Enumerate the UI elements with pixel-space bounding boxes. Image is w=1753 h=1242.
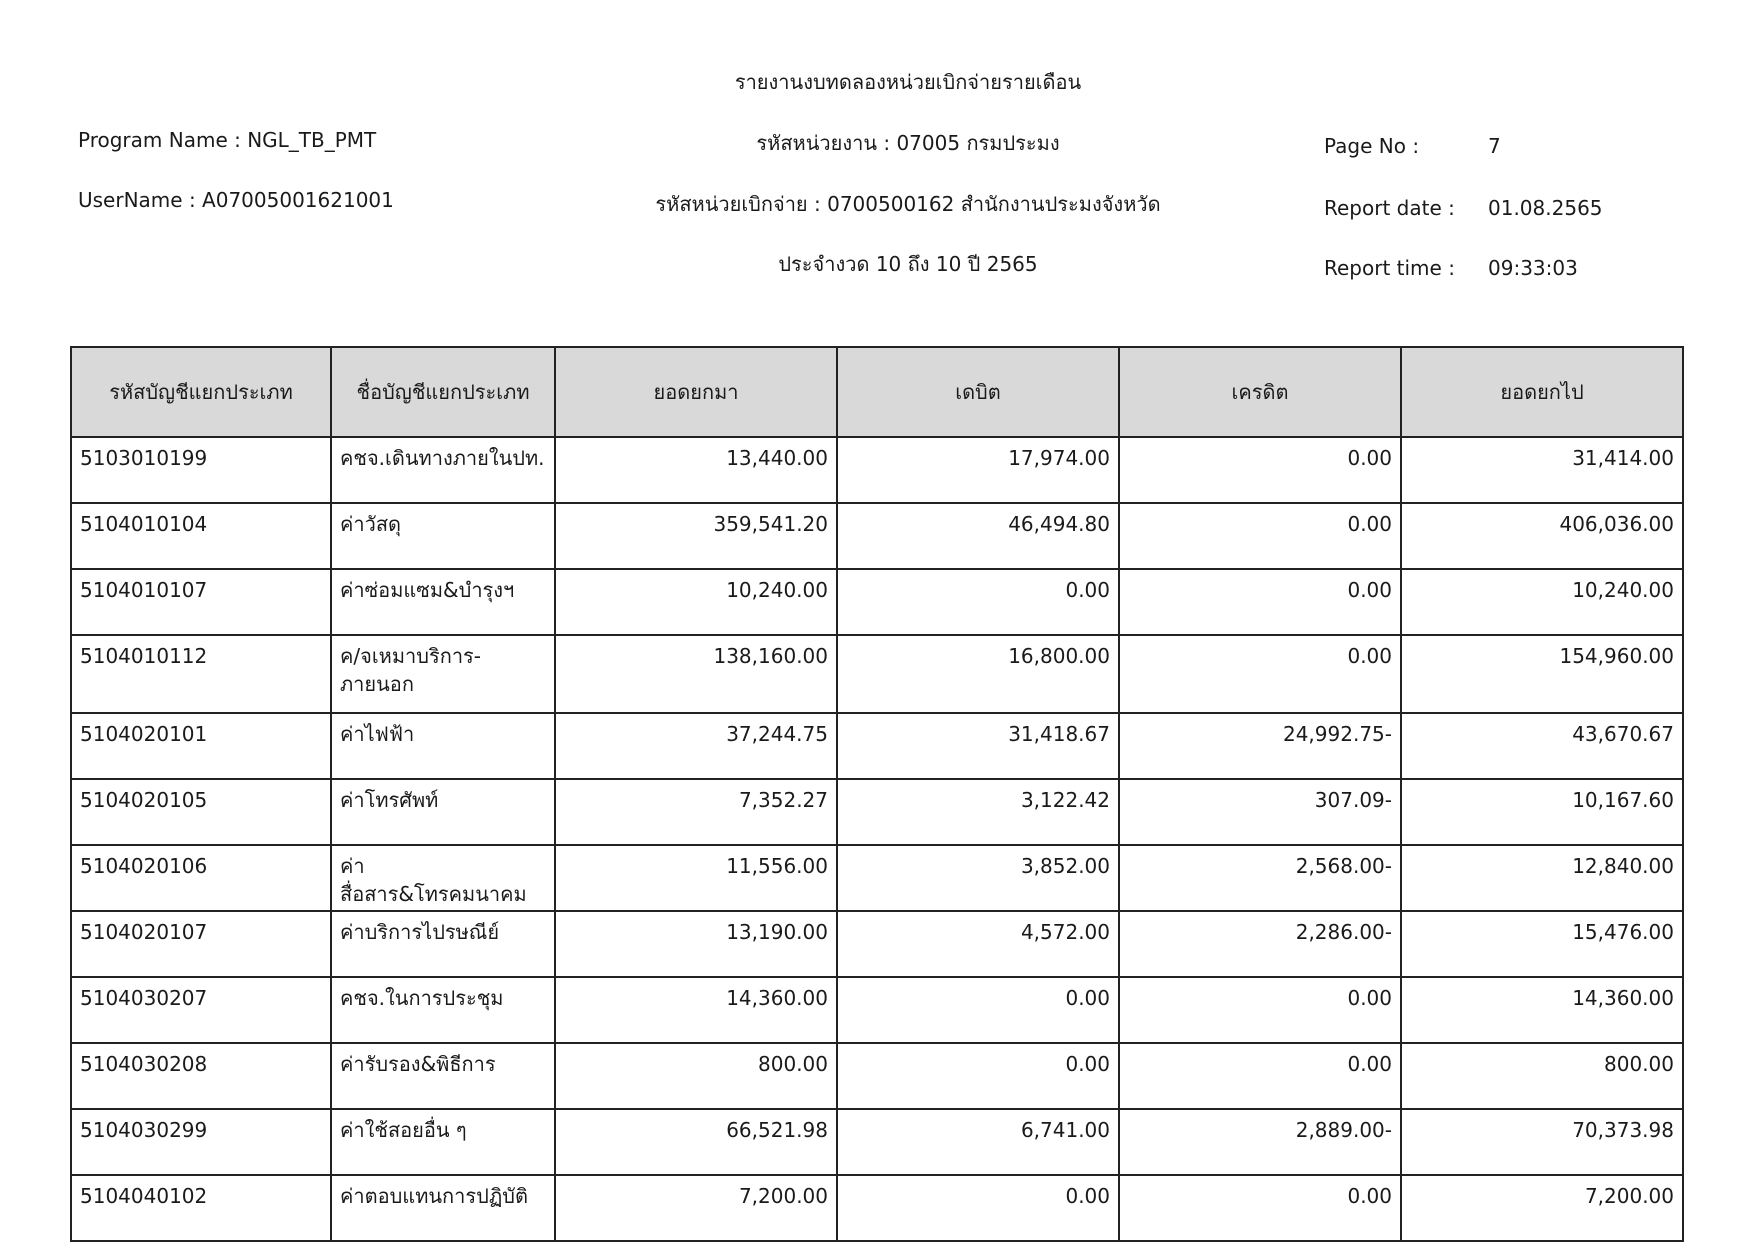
page-no-value: 7 (1488, 134, 1501, 158)
program-name: Program Name : NGL_TB_PMT (78, 128, 377, 152)
account-code-cell: 5104010104 (71, 503, 331, 569)
agency-code: รหัสหน่วยงาน : 07005 กรมประมง (756, 131, 1060, 155)
carried-forward-cell: 43,670.67 (1401, 713, 1683, 779)
account-code-cell: 5104030299 (71, 1109, 331, 1175)
column-header-carried-forward: ยอดยกไป (1401, 347, 1683, 437)
user-name: UserName : A07005001621001 (78, 188, 394, 212)
table-row (71, 779, 1683, 845)
debit-cell: 3,122.42 (837, 779, 1119, 845)
account-name-cell: ค่าบริการไปรษณีย์ (331, 911, 555, 977)
credit-cell: 2,889.00- (1119, 1109, 1401, 1175)
credit-cell: 0.00 (1119, 1043, 1401, 1109)
account-name-cell: ค่าวัสดุ (331, 503, 555, 569)
table-row (71, 977, 1683, 1043)
brought-forward-cell: 10,240.00 (555, 569, 837, 635)
carried-forward-cell: 14,360.00 (1401, 977, 1683, 1043)
account-code-cell: 5104010107 (71, 569, 331, 635)
table-row (71, 437, 1683, 503)
account-code-cell: 5104040102 (71, 1175, 331, 1241)
carried-forward-cell: 12,840.00 (1401, 845, 1683, 911)
brought-forward-cell: 37,244.75 (555, 713, 837, 779)
column-header-debit: เดบิต (837, 347, 1119, 437)
credit-cell: 0.00 (1119, 437, 1401, 503)
carried-forward-cell: 800.00 (1401, 1043, 1683, 1109)
table-row (71, 1043, 1683, 1109)
table-body (71, 437, 1683, 1241)
table-row (71, 569, 1683, 635)
brought-forward-cell: 13,440.00 (555, 437, 837, 503)
account-name-cell: ค่ารับรอง&พิธีการ (331, 1043, 555, 1109)
account-name-cell: ค่าสื่อสาร&โทรคมนาคม (331, 845, 555, 911)
carried-forward-cell: 154,960.00 (1401, 635, 1683, 713)
credit-cell: 0.00 (1119, 635, 1401, 713)
column-header-account-name: ชื่อบัญชีแยกประเภท (331, 347, 555, 437)
debit-cell: 0.00 (837, 569, 1119, 635)
carried-forward-cell: 10,167.60 (1401, 779, 1683, 845)
credit-cell: 2,286.00- (1119, 911, 1401, 977)
account-code-cell: 5104010112 (71, 635, 331, 713)
table-row (71, 503, 1683, 569)
carried-forward-cell: 70,373.98 (1401, 1109, 1683, 1175)
account-name-cell: ค่าซ่อมแซม&บำรุงฯ (331, 569, 555, 635)
brought-forward-cell: 800.00 (555, 1043, 837, 1109)
account-name-cell: ค่าโทรศัพท์ (331, 779, 555, 845)
debit-cell: 0.00 (837, 977, 1119, 1043)
debit-cell: 4,572.00 (837, 911, 1119, 977)
carried-forward-cell: 10,240.00 (1401, 569, 1683, 635)
credit-cell: 2,568.00- (1119, 845, 1401, 911)
brought-forward-cell: 359,541.20 (555, 503, 837, 569)
brought-forward-cell: 66,521.98 (555, 1109, 837, 1175)
account-code-cell: 5104030207 (71, 977, 331, 1043)
credit-cell: 0.00 (1119, 569, 1401, 635)
debit-cell: 31,418.67 (837, 713, 1119, 779)
debit-cell: 3,852.00 (837, 845, 1119, 911)
account-name-cell: ค่าตอบแทนการปฏิบัติ (331, 1175, 555, 1241)
carried-forward-cell: 7,200.00 (1401, 1175, 1683, 1241)
table-row (71, 845, 1683, 911)
brought-forward-cell: 7,200.00 (555, 1175, 837, 1241)
table-row (71, 911, 1683, 977)
account-name-cell: คชจ.ในการประชุม (331, 977, 555, 1043)
report-time-value: 09:33:03 (1488, 256, 1578, 280)
debit-cell: 16,800.00 (837, 635, 1119, 713)
table-row (71, 1109, 1683, 1175)
debit-cell: 0.00 (837, 1043, 1119, 1109)
column-header-brought-forward: ยอดยกมา (555, 347, 837, 437)
table-row (71, 1175, 1683, 1241)
account-name-cell: ค/จเหมาบริการ-ภายนอก (331, 635, 555, 713)
credit-cell: 0.00 (1119, 1175, 1401, 1241)
account-code-cell: 5104020101 (71, 713, 331, 779)
account-name-cell: ค่าไฟฟ้า (331, 713, 555, 779)
account-code-cell: 5104020106 (71, 845, 331, 911)
table-row (71, 713, 1683, 779)
credit-cell: 0.00 (1119, 977, 1401, 1043)
credit-cell: 0.00 (1119, 503, 1401, 569)
column-header-account-code: รหัสบัญชีแยกประเภท (71, 347, 331, 437)
brought-forward-cell: 138,160.00 (555, 635, 837, 713)
brought-forward-cell: 14,360.00 (555, 977, 837, 1043)
debit-cell: 6,741.00 (837, 1109, 1119, 1175)
table-row (71, 635, 1683, 713)
account-name-cell: คชจ.เดินทางภายในปท. (331, 437, 555, 503)
debit-cell: 46,494.80 (837, 503, 1119, 569)
column-header-credit: เครดิต (1119, 347, 1401, 437)
report-date-label: Report date : (1324, 196, 1455, 220)
report-title: รายงานงบทดลองหน่วยเบิกจ่ายรายเดือน (734, 70, 1082, 94)
trial-balance-table (70, 346, 1684, 1242)
brought-forward-cell: 13,190.00 (555, 911, 837, 977)
debit-cell: 17,974.00 (837, 437, 1119, 503)
report-time-label: Report time : (1324, 256, 1455, 280)
carried-forward-cell: 406,036.00 (1401, 503, 1683, 569)
table-header-row (71, 347, 1683, 437)
disbursement-unit-code: รหัสหน่วยเบิกจ่าย : 0700500162 สำนักงานประมงจังหวัด (655, 192, 1161, 216)
carried-forward-cell: 15,476.00 (1401, 911, 1683, 977)
account-code-cell: 5104030208 (71, 1043, 331, 1109)
report-period: ประจำงวด 10 ถึง 10 ปี 2565 (778, 252, 1038, 276)
account-name-cell: ค่าใช้สอยอื่น ๆ (331, 1109, 555, 1175)
credit-cell: 24,992.75- (1119, 713, 1401, 779)
credit-cell: 307.09- (1119, 779, 1401, 845)
account-code-cell: 5104020105 (71, 779, 331, 845)
report-date-value: 01.08.2565 (1488, 196, 1603, 220)
page-no-label: Page No : (1324, 134, 1420, 158)
carried-forward-cell: 31,414.00 (1401, 437, 1683, 503)
brought-forward-cell: 11,556.00 (555, 845, 837, 911)
account-code-cell: 5103010199 (71, 437, 331, 503)
debit-cell: 0.00 (837, 1175, 1119, 1241)
account-code-cell: 5104020107 (71, 911, 331, 977)
brought-forward-cell: 7,352.27 (555, 779, 837, 845)
